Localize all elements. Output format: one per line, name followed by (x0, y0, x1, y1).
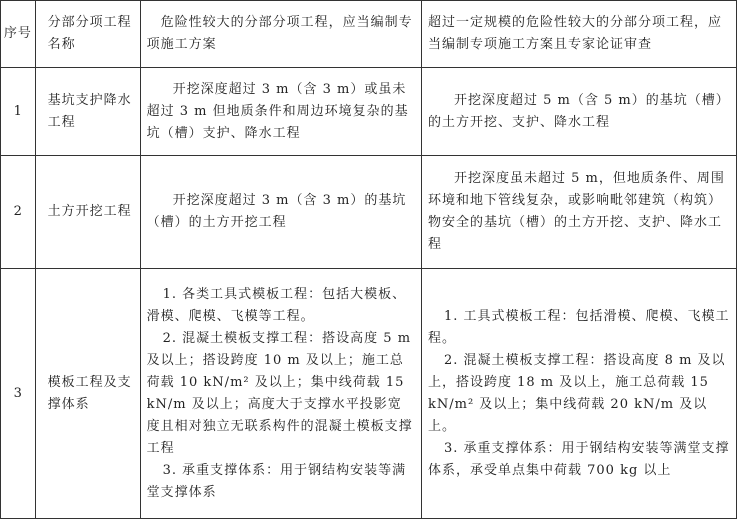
header-index: 序号 (1, 1, 36, 68)
header-name: 分部分项工程名称 (35, 1, 140, 68)
row-expert-list (422, 269, 737, 519)
expert-item: 1. 工具式模板工程：包括滑模、爬模、飞模工程。 (428, 308, 730, 346)
plan-item: 3. 承重支撑体系：用于钢结构安装等满堂支撑体系 (146, 462, 407, 500)
row-name: 土方开挖工程 (35, 156, 140, 269)
row-index: 1 (1, 68, 36, 156)
plan-item: 1. 各类工具式模板工程：包括大模板、滑模、爬模、飞模等工程。 (146, 286, 407, 324)
row-expert: 开挖深度虽未超过 5 m，但地质条件、周围环境和地下管线复杂，或影响毗邻建筑（构筑）物安全的基坑（槽）的土方开挖、支护、降水工程 (422, 156, 737, 269)
header-expert: 超过一定规模的危险性较大的分部分项工程，应当编制专项施工方案且专家论证审查 (422, 1, 737, 68)
row-expert: 开挖深度超过 5 m（含 5 m）的基坑（槽）的土方开挖、支护、降水工程 (422, 68, 737, 156)
plan-item: 2. 混凝土模板支撑工程：搭设高度 5 m 及以上；搭设跨度 10 m 及以上；施工总荷载 10 kN/m² 及以上；集中线荷载 15 kN/m 及以上；高度大于支撑水平投影宽度且相对独立无联系构件的混凝土模板支撑工程 (146, 330, 413, 456)
table-row (1, 68, 737, 156)
table-row (1, 156, 737, 269)
row-name: 基坑支护降水工程 (35, 68, 140, 156)
row-index: 3 (1, 269, 36, 519)
header-plan: 危险性较大的分部分项工程，应当编制专项施工方案 (140, 1, 421, 68)
row-plan: 开挖深度超过 3 m（含 3 m）的基坑（槽）的土方开挖工程 (140, 156, 421, 269)
row-name: 模板工程及支撑体系 (35, 269, 140, 519)
table-row (1, 269, 737, 519)
expert-item: 2. 混凝土模板支撑工程：搭设高度 8 m 及以上，搭设跨度 18 m 及以上，施工总荷载 15 kN/m² 及以上；集中线荷载 20 kN/m 及以上。 (428, 352, 726, 434)
expert-item: 3. 承重支撑体系：用于钢结构安装等满堂支撑体系，承受单点集中荷载 700 kg 以上 (428, 440, 730, 478)
row-plan: 开挖深度超过 3 m（含 3 m）或虽未超过 3 m 但地质条件和周边环境复杂的基坑（槽）支护、降水工程 (140, 68, 421, 156)
table-header-row (1, 1, 737, 68)
row-index: 2 (1, 156, 36, 269)
row-plan-list (140, 269, 421, 519)
